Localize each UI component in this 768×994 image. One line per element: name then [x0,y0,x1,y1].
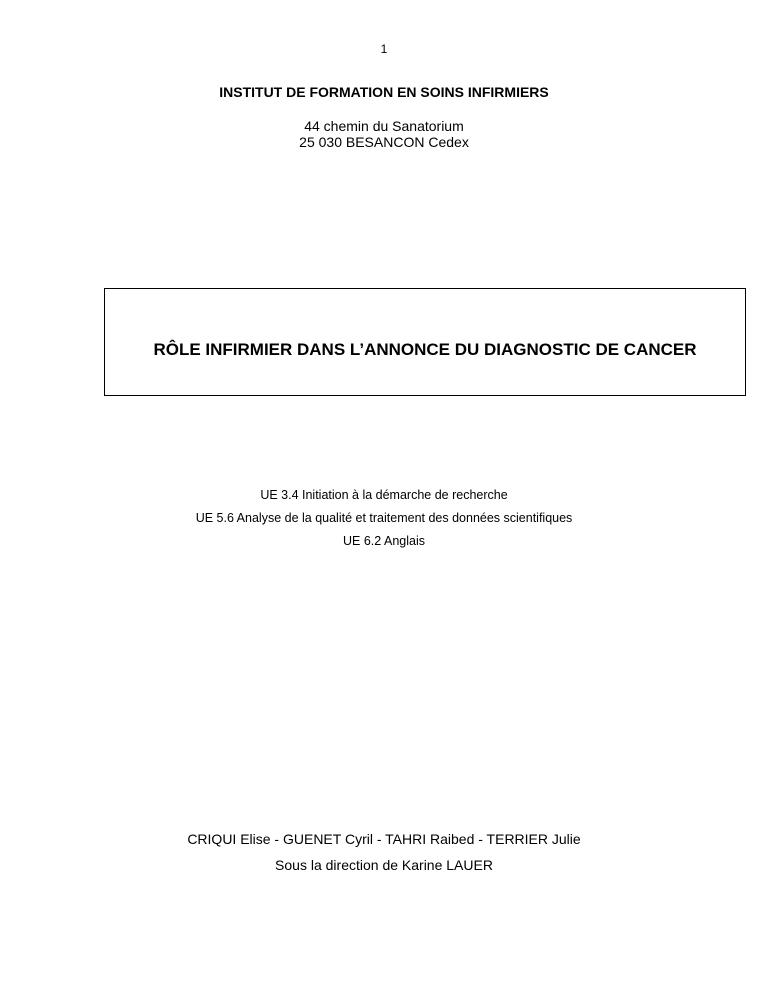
author-names: CRIQUI Elise - GUENET Cyril - TAHRI Raibed - TERRIER Julie [187,831,581,847]
ue-item: UE 3.4 Initiation à la démarche de recherche [260,488,508,502]
ue-item: UE 6.2 Anglais [343,534,425,548]
address-city: 25 030 BESANCON Cedex [299,134,469,150]
authors-block [0,830,768,882]
document-title: RÔLE INFIRMIER DANS L’ANNONCE DU DIAGNOSTIC DE CANCER [153,340,697,359]
ue-item: UE 5.6 Analyse de la qualité et traitement des données scientifiques [195,511,573,525]
institute-name: INSTITUT DE FORMATION EN SOINS INFIRMIERS [219,84,549,100]
institute-address [0,118,768,150]
ue-list [0,487,768,556]
address-street: 44 chemin du Sanatorium [304,118,464,134]
supervisor: Sous la direction de Karine LAUER [275,857,493,873]
title-box [104,288,746,396]
page-number: 1 [380,42,388,56]
